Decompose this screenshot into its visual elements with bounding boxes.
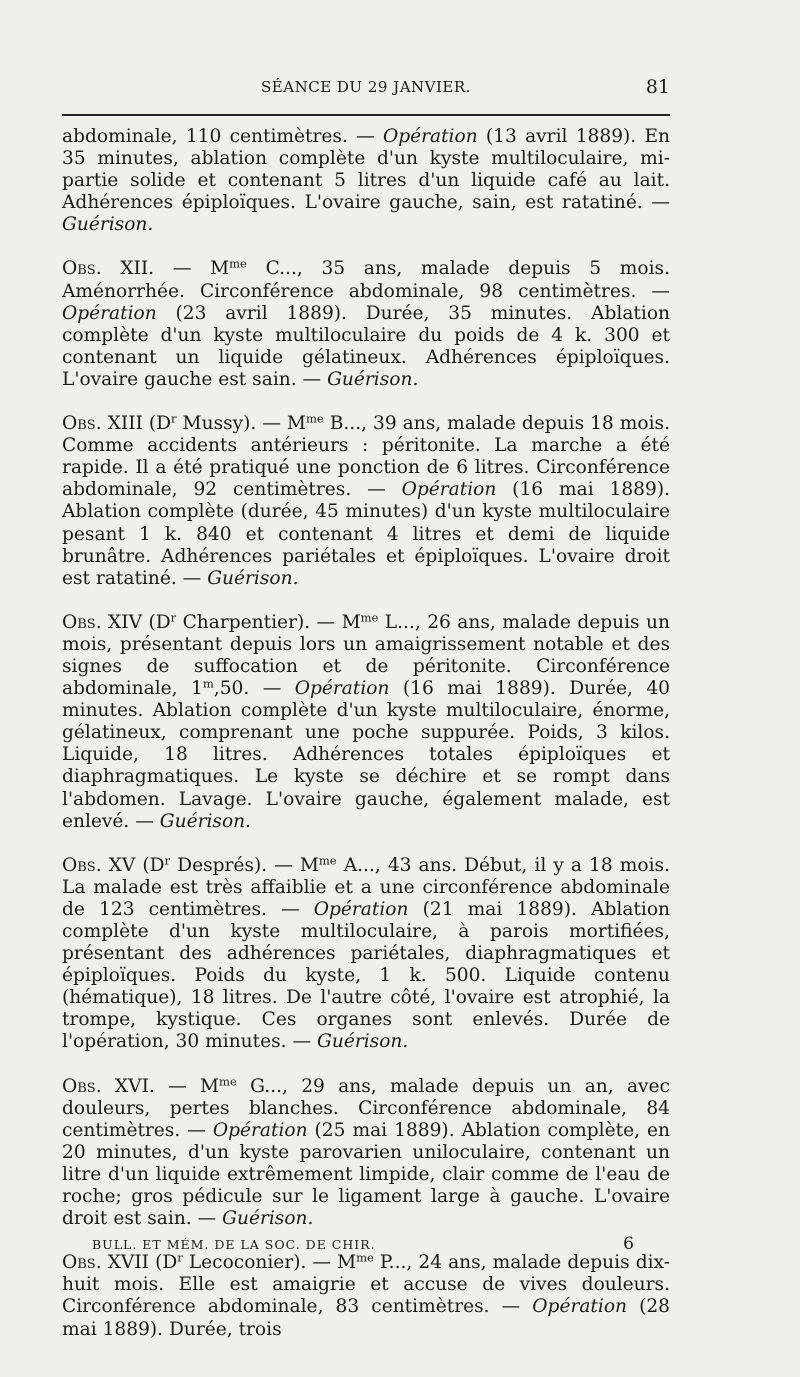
opening-paragraph: abdominale, 110 centimètres. — Opération (13 avril 1889). En 35 minutes, ablation complète d'un kyste multiloculaire, mi-partie solide et contenant 5 litres d'un liquide café au lait. Adhérences épiploïques. L'ovaire gauche, sain, est ratatiné. — Guérison. bbox=[62, 126, 670, 236]
outcome: Guérison. bbox=[327, 368, 419, 390]
outcome: Guérison. bbox=[207, 567, 299, 589]
header-rule bbox=[62, 114, 670, 116]
journal-signature: BULL. ET MÉM. DE LA SOC. DE CHIR. bbox=[92, 1237, 376, 1252]
page-number: 81 bbox=[645, 76, 670, 98]
outcome: Guérison. bbox=[316, 1031, 409, 1053]
outcome: Guérison. bbox=[222, 1208, 314, 1230]
observation-xii: Obs. XII. — $M^{me}$ C..., 35 ans, malade depuis 5 mois. Aménorrhée. Circonférence abdominale, 98 centimètres. — Opération (23 avril 1889). Durée, 35 minutes. Ablation complète d'un kyste multiloculaire du poids de 4 k. 300 et contenant un liquide gélatineux. Adhérences épiploïques. L'ovaire gauche est sain. — Guérison. bbox=[62, 257, 670, 390]
observation-xvi: Obs. XVI. — $M^{me}$ G..., 29 ans, malade depuis un an, avec douleurs, pertes blanches. Circonférence abdominale, 84 centimètres. — Opération (25 mai 1889). Ablation complète, en 20 minutes, d'un kyste parovarien uniloculaire, contenant un litre d'un liquide extrêmement limpide, clair comme de l'eau de roche; gros pédicule sur le ligament large à gauche. L'ovaire droit est sain. — Guérison. bbox=[62, 1074, 670, 1230]
observation-xv: Obs. XV ($D^r$ Després). — $M^{me}$ A..., 43 ans. Début, il y a 18 mois. La malade est très affaiblie et a une circonférence abdominale de 123 centimètres. — Opération (21 mai 1889). Ablation complète d'un kyste multiloculaire, à parois mortifiées, présentant des adhérences pariétales, diaphragmatiques et épiploïques. Poids du kyste, 1 k. 500. Liquide contenu (hématique), 18 litres. De l'autre côté, l'ovaire est atrophié, la trompe, kystique. Ces organes sont enlevés. Durée de l'opération, 30 minutes. — Guérison. bbox=[62, 853, 670, 1053]
obs-label: Obs. XII. bbox=[62, 258, 155, 280]
observation-xiii: Obs. XIII ($D^r$ Mussy). — $M^{me}$ B..., 39 ans, malade depuis 18 mois. Comme accidents antérieurs : péritonite. La marche a été rapide. Il a été pratiqué une ponction de 6 litres. Circonférence abdominale, 92 centimètres. — Opération (16 mai 1889). Ablation complète (durée, 45 minutes) d'un kyste multiloculaire pesant 1 k. 840 et contenant 4 litres et demi de liquide brunâtre. Adhérences pariétales et épiploïques. L'ovaire droit est ratatiné. — Guérison. bbox=[62, 411, 670, 589]
observation-xiv: Obs. XIV ($D^r$ Charpentier). — $M^{me}$ L..., 26 ans, malade depuis un mois, présentant depuis lors un amaigrissement notable et des signes de suffocation et de péritonite. Circonférence abdominale, 1$^m$,50. — Opération (16 mai 1889). Durée, 40 minutes. Ablation complète d'un kyste multiloculaire, énorme, gélatineux, comprenant une poche suppurée. Poids, 3 kilos. Liquide, 18 litres. Adhérences totales épiploïques et diaphragmatiques. Le kyste se déchire et se rompt dans l'abdomen. Lavage. L'ovaire gauche, également malade, est enlevé. — Guérison. bbox=[62, 610, 670, 832]
page-header bbox=[62, 78, 670, 102]
obs-label: Obs. XVII (D bbox=[62, 1252, 178, 1274]
body-text bbox=[62, 126, 670, 1341]
obs-label: Obs. XVI. bbox=[62, 1075, 155, 1097]
outcome: Guérison. bbox=[159, 810, 252, 832]
observation-xvii: Obs. XVII ($D^r$ Lecoconier). — $M^{me}$ P..., 24 ans, malade depuis dix-huit mois. Elle est amaigrie et accuse de vives douleurs. Circonférence abdominale, 83 centimètres. — Opération (28 mai 1889). Durée, trois bbox=[62, 1250, 671, 1340]
obs-label: Obs. XV (D bbox=[62, 854, 165, 876]
page-footer bbox=[92, 1234, 634, 1259]
running-title: SÉANCE DU 29 JANVIER. bbox=[261, 78, 471, 96]
outcome: Guérison. bbox=[62, 214, 154, 236]
signature-number: 6 bbox=[623, 1234, 634, 1254]
obs-label: Obs. XIII (D bbox=[62, 413, 172, 435]
obs-label: Obs. XIV (D bbox=[62, 611, 171, 633]
